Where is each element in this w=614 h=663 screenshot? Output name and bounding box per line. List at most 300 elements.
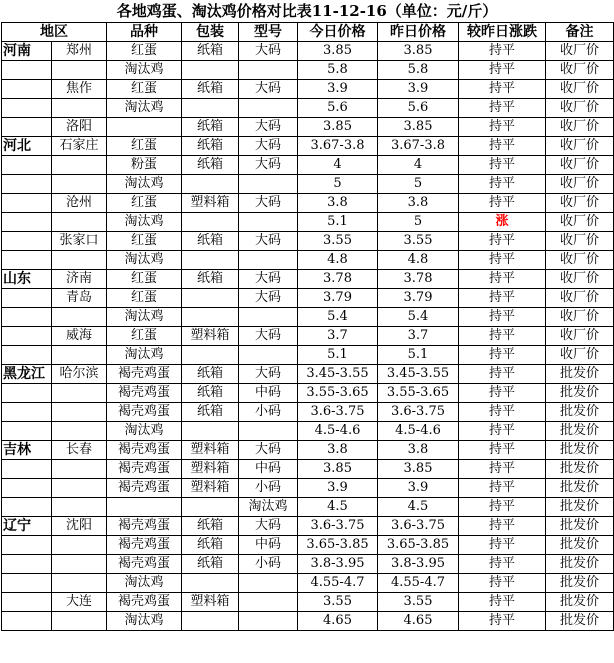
- change-cell: 持平: [459, 118, 546, 137]
- size-cell: [239, 612, 298, 631]
- city-cell: [52, 422, 107, 441]
- province-cell: [2, 422, 52, 441]
- today-price-cell: 3.9: [298, 80, 378, 99]
- change-cell: 持平: [459, 42, 546, 61]
- variety-cell: 褐壳鸡蛋: [107, 517, 182, 536]
- province-cell: 河北: [2, 137, 52, 156]
- city-cell: [52, 612, 107, 631]
- table-row: [2, 42, 614, 61]
- today-price-cell: 3.7: [298, 327, 378, 346]
- remark-cell: 批发价: [546, 555, 614, 574]
- variety-cell: 褐壳鸡蛋: [107, 365, 182, 384]
- packaging-cell: [182, 99, 239, 118]
- variety-cell: [107, 498, 182, 517]
- variety-cell: 淘汰鸡: [107, 213, 182, 232]
- remark-cell: 批发价: [546, 441, 614, 460]
- city-cell: [52, 403, 107, 422]
- variety-cell: 淘汰鸡: [107, 175, 182, 194]
- size-cell: [239, 346, 298, 365]
- today-price-cell: 3.65-3.85: [298, 536, 378, 555]
- today-price-cell: 3.55: [298, 232, 378, 251]
- today-price-cell: 3.55-3.65: [298, 384, 378, 403]
- remark-cell: 批发价: [546, 384, 614, 403]
- header-today-price: 今日价格: [298, 23, 378, 42]
- packaging-cell: 纸箱: [182, 232, 239, 251]
- variety-cell: 褐壳鸡蛋: [107, 555, 182, 574]
- city-cell: 张家口: [52, 232, 107, 251]
- table-row: [2, 194, 614, 213]
- variety-cell: 红蛋: [107, 42, 182, 61]
- change-cell: 持平: [459, 327, 546, 346]
- size-cell: [239, 61, 298, 80]
- today-price-cell: 3.9: [298, 479, 378, 498]
- variety-cell: 褐壳鸡蛋: [107, 536, 182, 555]
- size-cell: [239, 308, 298, 327]
- variety-cell: 红蛋: [107, 137, 182, 156]
- variety-cell: 褐壳鸡蛋: [107, 384, 182, 403]
- table-row: [2, 555, 614, 574]
- packaging-cell: [182, 251, 239, 270]
- remark-cell: 批发价: [546, 403, 614, 422]
- table-row: [2, 99, 614, 118]
- variety-cell: 褐壳鸡蛋: [107, 593, 182, 612]
- today-price-cell: 3.55: [298, 593, 378, 612]
- size-cell: 大码: [239, 327, 298, 346]
- city-cell: 哈尔滨: [52, 365, 107, 384]
- change-cell: 持平: [459, 555, 546, 574]
- change-cell: 持平: [459, 137, 546, 156]
- city-cell: 长春: [52, 441, 107, 460]
- city-cell: [52, 346, 107, 365]
- province-cell: [2, 555, 52, 574]
- province-cell: [2, 232, 52, 251]
- size-cell: 大码: [239, 517, 298, 536]
- table-row: [2, 365, 614, 384]
- today-price-cell: 5.6: [298, 99, 378, 118]
- table-row: [2, 517, 614, 536]
- city-cell: 沈阳: [52, 517, 107, 536]
- yesterday-price-cell: 3.79: [378, 289, 459, 308]
- size-cell: [239, 593, 298, 612]
- change-cell: 持平: [459, 270, 546, 289]
- change-cell: 持平: [459, 156, 546, 175]
- variety-cell: 红蛋: [107, 232, 182, 251]
- size-cell: [239, 213, 298, 232]
- yesterday-price-cell: 3.55-3.65: [378, 384, 459, 403]
- city-cell: [52, 175, 107, 194]
- remark-cell: 批发价: [546, 479, 614, 498]
- size-cell: [239, 175, 298, 194]
- city-cell: 洛阳: [52, 118, 107, 137]
- province-cell: [2, 612, 52, 631]
- size-cell: 大码: [239, 118, 298, 137]
- today-price-cell: 5: [298, 175, 378, 194]
- yesterday-price-cell: 4.65: [378, 612, 459, 631]
- city-cell: 青岛: [52, 289, 107, 308]
- province-cell: [2, 289, 52, 308]
- change-cell: 持平: [459, 251, 546, 270]
- packaging-cell: 塑料箱: [182, 441, 239, 460]
- province-cell: [2, 327, 52, 346]
- table-row: [2, 422, 614, 441]
- province-cell: [2, 118, 52, 137]
- price-table: [1, 22, 614, 631]
- yesterday-price-cell: 3.6-3.75: [378, 403, 459, 422]
- header-variety: 品种: [107, 23, 182, 42]
- packaging-cell: 纸箱: [182, 536, 239, 555]
- packaging-cell: [182, 574, 239, 593]
- header-yesterday-price: 昨日价格: [378, 23, 459, 42]
- remark-cell: 批发价: [546, 498, 614, 517]
- today-price-cell: 3.8: [298, 194, 378, 213]
- change-cell: 持平: [459, 593, 546, 612]
- table-row: [2, 403, 614, 422]
- size-cell: 中码: [239, 536, 298, 555]
- table-row: [2, 156, 614, 175]
- yesterday-price-cell: 3.78: [378, 270, 459, 289]
- page-title: 各地鸡蛋、淘汰鸡价格对比表11-12-16（单位：元/斤）: [116, 2, 498, 20]
- province-cell: [2, 479, 52, 498]
- province-cell: 吉林: [2, 441, 52, 460]
- province-cell: [2, 460, 52, 479]
- packaging-cell: 纸箱: [182, 270, 239, 289]
- city-cell: [52, 213, 107, 232]
- packaging-cell: 纸箱: [182, 118, 239, 137]
- change-cell: 持平: [459, 308, 546, 327]
- change-cell: 持平: [459, 289, 546, 308]
- variety-cell: 红蛋: [107, 194, 182, 213]
- header-row: [2, 23, 614, 42]
- variety-cell: 褐壳鸡蛋: [107, 460, 182, 479]
- yesterday-price-cell: 5.4: [378, 308, 459, 327]
- table-row: [2, 479, 614, 498]
- packaging-cell: 纸箱: [182, 365, 239, 384]
- packaging-cell: [182, 308, 239, 327]
- remark-cell: 批发价: [546, 574, 614, 593]
- change-cell: 持平: [459, 99, 546, 118]
- city-cell: [52, 555, 107, 574]
- packaging-cell: 纸箱: [182, 156, 239, 175]
- change-cell: 持平: [459, 384, 546, 403]
- yesterday-price-cell: 3.7: [378, 327, 459, 346]
- today-price-cell: 4.5: [298, 498, 378, 517]
- size-cell: 小码: [239, 555, 298, 574]
- size-cell: 中码: [239, 460, 298, 479]
- packaging-cell: 纸箱: [182, 42, 239, 61]
- remark-cell: 收厂价: [546, 213, 614, 232]
- size-cell: 大码: [239, 232, 298, 251]
- city-cell: 济南: [52, 270, 107, 289]
- city-cell: 石家庄: [52, 137, 107, 156]
- remark-cell: 批发价: [546, 422, 614, 441]
- variety-cell: 红蛋: [107, 289, 182, 308]
- today-price-cell: 3.79: [298, 289, 378, 308]
- size-cell: 大码: [239, 156, 298, 175]
- size-cell: 大码: [239, 289, 298, 308]
- remark-cell: 收厂价: [546, 194, 614, 213]
- packaging-cell: 纸箱: [182, 517, 239, 536]
- change-cell: 持平: [459, 517, 546, 536]
- yesterday-price-cell: 3.67-3.8: [378, 137, 459, 156]
- packaging-cell: 塑料箱: [182, 194, 239, 213]
- remark-cell: 收厂价: [546, 156, 614, 175]
- packaging-cell: 纸箱: [182, 555, 239, 574]
- province-cell: [2, 213, 52, 232]
- province-cell: 河南: [2, 42, 52, 61]
- remark-cell: 收厂价: [546, 99, 614, 118]
- table-row: [2, 384, 614, 403]
- change-cell: 持平: [459, 175, 546, 194]
- province-cell: 山东: [2, 270, 52, 289]
- remark-cell: 批发价: [546, 460, 614, 479]
- yesterday-price-cell: 3.85: [378, 42, 459, 61]
- variety-cell: 淘汰鸡: [107, 308, 182, 327]
- province-cell: [2, 194, 52, 213]
- yesterday-price-cell: 5.6: [378, 99, 459, 118]
- remark-cell: 收厂价: [546, 346, 614, 365]
- change-cell: 持平: [459, 536, 546, 555]
- yesterday-price-cell: 3.8-3.95: [378, 555, 459, 574]
- yesterday-price-cell: 3.45-3.55: [378, 365, 459, 384]
- today-price-cell: 3.85: [298, 118, 378, 137]
- province-cell: [2, 80, 52, 99]
- remark-cell: 收厂价: [546, 232, 614, 251]
- remark-cell: 批发价: [546, 593, 614, 612]
- variety-cell: 淘汰鸡: [107, 574, 182, 593]
- yesterday-price-cell: 4.55-4.7: [378, 574, 459, 593]
- header-remark: 备注: [546, 23, 614, 42]
- variety-cell: 淘汰鸡: [107, 346, 182, 365]
- size-cell: [239, 574, 298, 593]
- packaging-cell: [182, 61, 239, 80]
- table-row: [2, 593, 614, 612]
- today-price-cell: 5.1: [298, 213, 378, 232]
- yesterday-price-cell: 4.5: [378, 498, 459, 517]
- yesterday-price-cell: 3.8: [378, 441, 459, 460]
- today-price-cell: 5.8: [298, 61, 378, 80]
- table-row: [2, 80, 614, 99]
- today-price-cell: 3.85: [298, 460, 378, 479]
- table-row: [2, 574, 614, 593]
- variety-cell: [107, 118, 182, 137]
- packaging-cell: [182, 213, 239, 232]
- remark-cell: 收厂价: [546, 251, 614, 270]
- change-cell: 持平: [459, 232, 546, 251]
- yesterday-price-cell: 3.8: [378, 194, 459, 213]
- city-cell: [52, 251, 107, 270]
- yesterday-price-cell: 4: [378, 156, 459, 175]
- size-cell: 大码: [239, 365, 298, 384]
- remark-cell: 批发价: [546, 612, 614, 631]
- remark-cell: 收厂价: [546, 61, 614, 80]
- today-price-cell: 4.65: [298, 612, 378, 631]
- city-cell: [52, 460, 107, 479]
- size-cell: 小码: [239, 403, 298, 422]
- change-cell: 持平: [459, 422, 546, 441]
- table-row: [2, 213, 614, 232]
- packaging-cell: [182, 346, 239, 365]
- packaging-cell: [182, 498, 239, 517]
- province-cell: [2, 251, 52, 270]
- size-cell: 大码: [239, 194, 298, 213]
- remark-cell: 批发价: [546, 517, 614, 536]
- today-price-cell: 3.67-3.8: [298, 137, 378, 156]
- variety-cell: 红蛋: [107, 270, 182, 289]
- yesterday-price-cell: 5.1: [378, 346, 459, 365]
- table-row: [2, 536, 614, 555]
- yesterday-price-cell: 3.85: [378, 460, 459, 479]
- city-cell: [52, 536, 107, 555]
- change-cell: 持平: [459, 612, 546, 631]
- today-price-cell: 3.78: [298, 270, 378, 289]
- size-cell: 大码: [239, 42, 298, 61]
- table-row: [2, 308, 614, 327]
- province-cell: [2, 593, 52, 612]
- yesterday-price-cell: 3.65-3.85: [378, 536, 459, 555]
- change-cell: 持平: [459, 346, 546, 365]
- table-row: [2, 612, 614, 631]
- city-cell: [52, 308, 107, 327]
- province-cell: [2, 346, 52, 365]
- yesterday-price-cell: 5: [378, 213, 459, 232]
- variety-cell: 淘汰鸡: [107, 99, 182, 118]
- city-cell: [52, 574, 107, 593]
- change-cell: 持平: [459, 479, 546, 498]
- change-cell: 持平: [459, 403, 546, 422]
- yesterday-price-cell: 5.8: [378, 61, 459, 80]
- table-row: [2, 498, 614, 517]
- change-cell: 持平: [459, 80, 546, 99]
- city-cell: 沧州: [52, 194, 107, 213]
- table-row: [2, 441, 614, 460]
- size-cell: [239, 99, 298, 118]
- table-row: [2, 289, 614, 308]
- variety-cell: 红蛋: [107, 327, 182, 346]
- today-price-cell: 3.85: [298, 42, 378, 61]
- yesterday-price-cell: 5: [378, 175, 459, 194]
- variety-cell: 褐壳鸡蛋: [107, 441, 182, 460]
- header-size: 型号: [239, 23, 298, 42]
- province-cell: [2, 175, 52, 194]
- today-price-cell: 4.55-4.7: [298, 574, 378, 593]
- province-cell: [2, 99, 52, 118]
- today-price-cell: 5.4: [298, 308, 378, 327]
- table-row: [2, 270, 614, 289]
- city-cell: 大连: [52, 593, 107, 612]
- table-row: [2, 251, 614, 270]
- change-cell: 持平: [459, 365, 546, 384]
- yesterday-price-cell: 3.55: [378, 232, 459, 251]
- province-cell: [2, 536, 52, 555]
- today-price-cell: 3.6-3.75: [298, 517, 378, 536]
- remark-cell: 收厂价: [546, 175, 614, 194]
- header-region: 地区: [2, 23, 107, 42]
- province-cell: [2, 61, 52, 80]
- remark-cell: 收厂价: [546, 42, 614, 61]
- packaging-cell: 塑料箱: [182, 593, 239, 612]
- province-cell: [2, 574, 52, 593]
- change-cell: 持平: [459, 460, 546, 479]
- packaging-cell: 塑料箱: [182, 327, 239, 346]
- change-cell: 持平: [459, 498, 546, 517]
- size-cell: [239, 422, 298, 441]
- today-price-cell: 4.5-4.6: [298, 422, 378, 441]
- table-row: [2, 118, 614, 137]
- today-price-cell: 5.1: [298, 346, 378, 365]
- variety-cell: 红蛋: [107, 80, 182, 99]
- variety-cell: 粉蛋: [107, 156, 182, 175]
- packaging-cell: 塑料箱: [182, 460, 239, 479]
- city-cell: [52, 99, 107, 118]
- size-cell: 大码: [239, 80, 298, 99]
- yesterday-price-cell: 4.8: [378, 251, 459, 270]
- city-cell: [52, 498, 107, 517]
- remark-cell: 收厂价: [546, 137, 614, 156]
- header-change: 较昨日涨跌: [459, 23, 546, 42]
- city-cell: [52, 479, 107, 498]
- remark-cell: 收厂价: [546, 80, 614, 99]
- table-row: [2, 327, 614, 346]
- table-row: [2, 61, 614, 80]
- variety-cell: 褐壳鸡蛋: [107, 479, 182, 498]
- header-packaging: 包装: [182, 23, 239, 42]
- province-cell: [2, 384, 52, 403]
- packaging-cell: 纸箱: [182, 384, 239, 403]
- today-price-cell: 4.8: [298, 251, 378, 270]
- yesterday-price-cell: 3.9: [378, 80, 459, 99]
- table-row: [2, 460, 614, 479]
- today-price-cell: 3.8: [298, 441, 378, 460]
- change-cell: 持平: [459, 194, 546, 213]
- city-cell: [52, 384, 107, 403]
- province-cell: 黑龙江: [2, 365, 52, 384]
- variety-cell: 褐壳鸡蛋: [107, 403, 182, 422]
- table-row: [2, 232, 614, 251]
- table-row: [2, 346, 614, 365]
- change-cell: 持平: [459, 61, 546, 80]
- variety-cell: 淘汰鸡: [107, 61, 182, 80]
- packaging-cell: [182, 175, 239, 194]
- today-price-cell: 3.45-3.55: [298, 365, 378, 384]
- table-row: [2, 175, 614, 194]
- province-cell: [2, 498, 52, 517]
- packaging-cell: [182, 422, 239, 441]
- size-cell: 小码: [239, 479, 298, 498]
- size-cell: 中码: [239, 384, 298, 403]
- packaging-cell: 塑料箱: [182, 479, 239, 498]
- today-price-cell: 3.6-3.75: [298, 403, 378, 422]
- city-cell: 焦作: [52, 80, 107, 99]
- packaging-cell: [182, 289, 239, 308]
- yesterday-price-cell: 3.85: [378, 118, 459, 137]
- city-cell: 威海: [52, 327, 107, 346]
- packaging-cell: 纸箱: [182, 80, 239, 99]
- province-cell: [2, 156, 52, 175]
- variety-cell: 淘汰鸡: [107, 251, 182, 270]
- change-cell: 持平: [459, 574, 546, 593]
- change-cell: 涨: [459, 213, 546, 232]
- city-cell: 郑州: [52, 42, 107, 61]
- remark-cell: 批发价: [546, 365, 614, 384]
- today-price-cell: 4: [298, 156, 378, 175]
- yesterday-price-cell: 3.55: [378, 593, 459, 612]
- city-cell: [52, 61, 107, 80]
- packaging-cell: [182, 612, 239, 631]
- yesterday-price-cell: 3.9: [378, 479, 459, 498]
- table-row: [2, 137, 614, 156]
- size-cell: 大码: [239, 441, 298, 460]
- remark-cell: 收厂价: [546, 270, 614, 289]
